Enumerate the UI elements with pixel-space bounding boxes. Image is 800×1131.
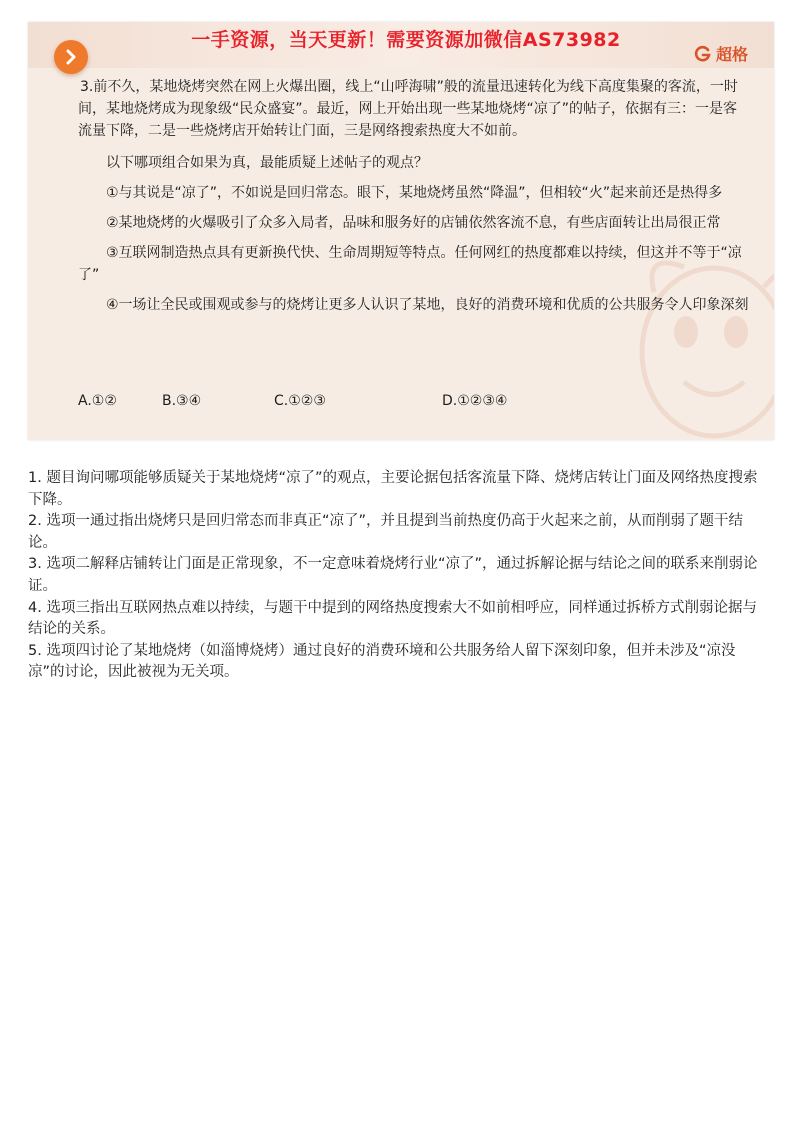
analysis-point-4: 4. 选项三指出互联网热点难以持续，与题干中提到的网络热度搜索大不如前相呼应，同样通过拆桥方式削弱论据与结论的关系。	[28, 599, 757, 638]
chevron-right-icon	[63, 49, 79, 65]
statement-4: ④一场让全民或围观或参与的烧烤让更多人认识了某地，良好的消费环境和优质的公共服务令人印象深刻	[106, 297, 749, 313]
analysis-point-5: 5. 选项四讨论了某地烧烤（如淄博烧烤）通过良好的消费环境和公共服务给人留下深刻印象，但并未涉及“凉没凉”的讨论，因此被视为无关项。	[28, 642, 736, 681]
next-arrow-button[interactable]	[54, 40, 88, 74]
question-stem: 3.前不久，某地烧烤突然在网上火爆出圈，线上“山呼海啸”般的流量迅速转化为线下高度集聚的客流，一时间，某地烧烤成为现象级“民众盛宴”。最近，网上开始出现一些某地烧烤“凉了”的帖子，依据有三：一是客流量下降，二是一些烧烤店开始转让门面，三是网络搜索热度大不如前。	[78, 79, 738, 139]
logo-text: 超格	[715, 45, 748, 64]
choice-a[interactable]: A.①②	[78, 393, 117, 409]
analysis-point-1: 1. 题目询问哪项能够质疑关于某地烧烤“凉了”的观点，主要论据包括客流量下降、烧烤店转让门面及网络热度搜索下降。	[28, 470, 758, 508]
brand-logo	[694, 42, 748, 65]
promo-banner: 一手资源，当天更新！需要资源加微信AS73982	[191, 29, 621, 51]
choice-c[interactable]: C.①②③	[274, 393, 326, 409]
question-card	[28, 22, 774, 440]
choice-d[interactable]: D.①②③④	[442, 393, 508, 409]
statement-3: ③互联网制造热点具有更新换代快、生命周期短等特点。任何网红的热度都难以持续，但这并不等于“凉了”	[78, 245, 742, 283]
analysis-section	[28, 468, 768, 684]
analysis-point-3: 3. 选项二解释店铺转让门面是正常现象，不一定意味着烧烤行业“凉了”，通过拆解论据与结论之间的联系来削弱论证。	[28, 556, 758, 594]
question-prompt: 以下哪项组合如果为真，最能质疑上述帖子的观点？	[106, 155, 428, 171]
analysis-point-2: 2. 选项一通过指出烧烤只是回归常态而非真正“凉了”，并且提到当前热度仍高于火起来之前，从而削弱了题干结论。	[28, 513, 743, 551]
statement-2: ②某地烧烤的火爆吸引了众多入局者，品味和服务好的店铺依然客流不息，有些店面转让出局很正常	[106, 215, 721, 231]
g-logo-icon	[694, 45, 712, 63]
choice-b[interactable]: B.③④	[162, 393, 202, 409]
statement-1: ①与其说是“凉了”，不如说是回归常态。眼下，某地烧烤虽然“降温”，但相较“火”起来前还是热得多	[106, 185, 723, 201]
question-body	[78, 76, 750, 316]
